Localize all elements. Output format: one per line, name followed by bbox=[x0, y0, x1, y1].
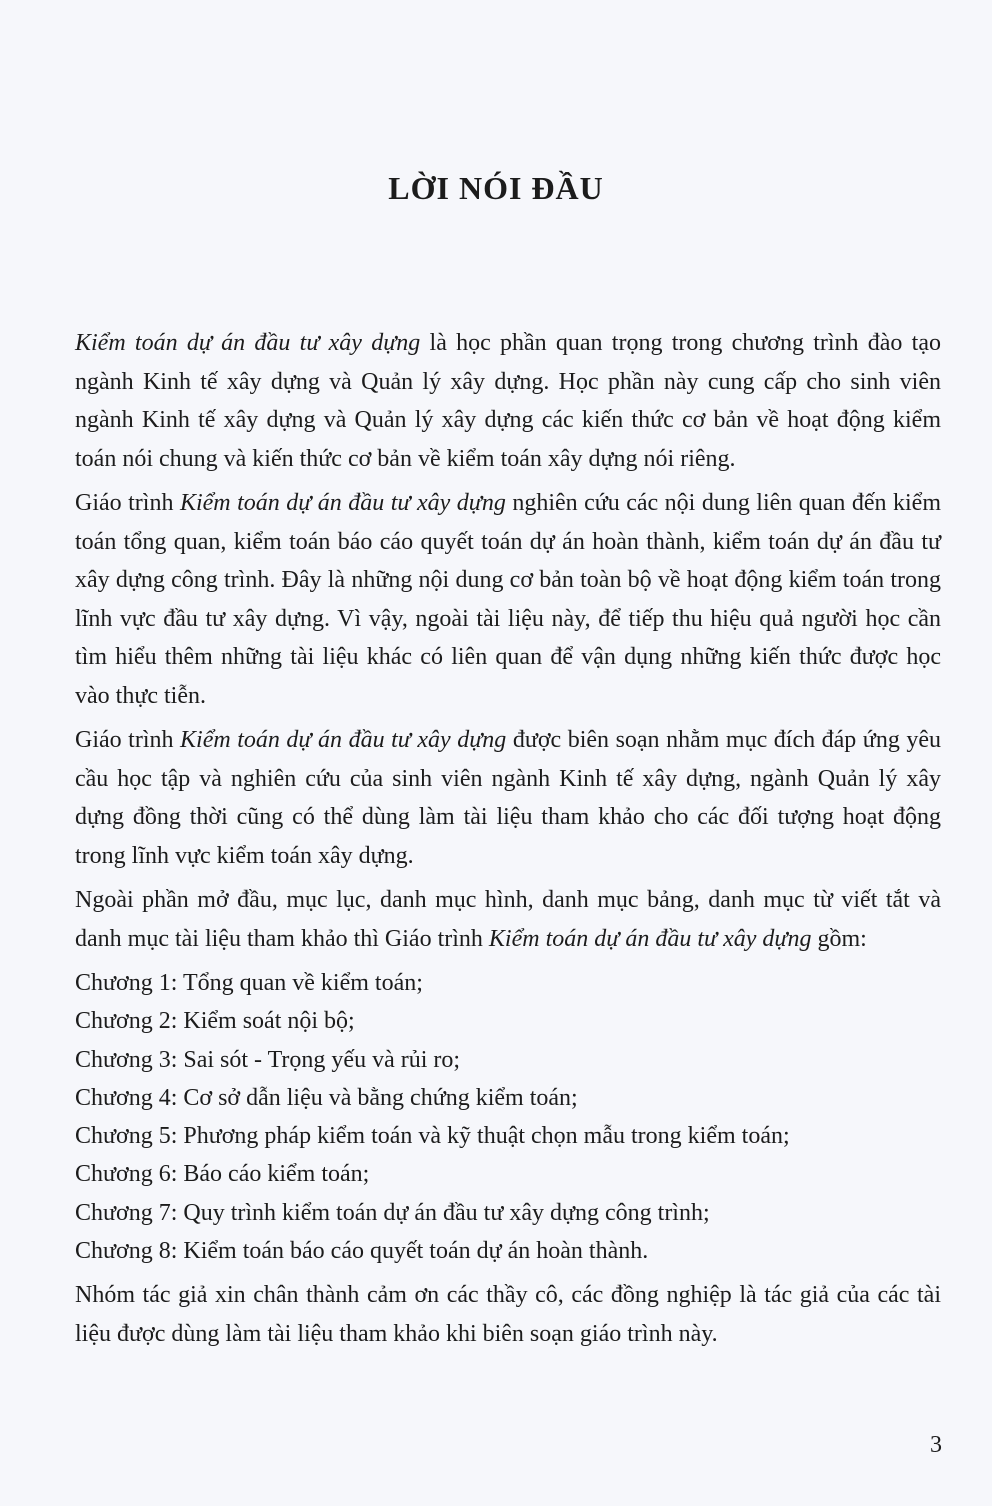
chapter-item: Chương 1: Tổng quan về kiểm toán; bbox=[75, 970, 423, 996]
book-title-italic: Kiểm toán dự án đầu tư xây dựng bbox=[180, 727, 507, 753]
book-title-italic: Kiểm toán dự án đầu tư xây dựng bbox=[179, 490, 506, 516]
chapter-item: Chương 7: Quy trình kiểm toán dự án đầu tư xây dựng công trình; bbox=[75, 1199, 710, 1226]
chapter-item: Chương 3: Sai sót - Trọng yếu và rủi ro; bbox=[75, 1046, 461, 1073]
book-title-italic: Kiểm toán dự án đầu tư xây dựng bbox=[75, 330, 421, 356]
chapter-item: Chương 2: Kiểm soát nội bộ; bbox=[75, 1008, 355, 1035]
paragraph-1 bbox=[75, 324, 941, 478]
paragraph-text: Giáo trình bbox=[75, 490, 180, 516]
paragraph-text: Ngoài phần mở đầu, mục lục, danh mục hình, danh mục bảng, danh mục từ viết tắt và danh mục tài liệu tham khảo thì Giáo trình bbox=[75, 887, 941, 952]
chapter-list bbox=[75, 964, 941, 1270]
page-title: LỜI NÓI ĐẦU bbox=[388, 170, 604, 206]
paragraph-text: là học phần quan trọng trong chương trình đào tạo ngành Kinh tế xây dựng và Quản lý xây dựng. Học phần này cung cấp cho sinh viên ngành Kinh tế xây dựng và Quản lý xây dựng các kiến thức cơ bản về hoạt động kiểm toán nói chung và kiến thức cơ bản về kiểm toán xây dựng nói riêng. bbox=[75, 330, 942, 472]
book-title-italic: Kiểm toán dự án đầu tư xây dựng bbox=[488, 925, 812, 952]
closing-paragraph: Nhóm tác giả xin chân thành cảm ơn các thầy cô, các đồng nghiệp là tác giả của các tài liệu được dùng làm tài liệu tham khảo khi biên soạn giáo trình này. bbox=[75, 1282, 941, 1347]
paragraph-3 bbox=[75, 721, 941, 875]
paragraph-4 bbox=[75, 881, 941, 958]
chapter-item: Chương 6: Báo cáo kiểm toán; bbox=[75, 1161, 370, 1188]
paragraph-text: được biên soạn nhằm mục đích đáp ứng yêu cầu học tập và nghiên cứu của sinh viên ngành Kinh tế xây dựng, ngành Quản lý xây dựng đồng thời cũng có thể dùng làm tài liệu tham khảo cho các đối tượng hoạt động trong lĩnh vực kiểm toán xây dựng. bbox=[75, 727, 942, 869]
paragraph-text: nghiên cứu các nội dung liên quan đến kiểm toán tổng quan, kiểm toán báo cáo quyết toán dự án hoàn thành, kiểm toán dự án đầu tư xây dựng công trình. Đây là những nội dung cơ bản toàn bộ về hoạt động kiểm toán trong lĩnh vực đầu tư xây dựng. Vì vậy, ngoài tài liệu này, để tiếp thu hiệu quả người học cần tìm hiểu thêm những tài liệu khác có liên quan để vận dụng những kiến thức được học vào thực tiễn. bbox=[75, 490, 942, 709]
paragraph-text: Giáo trình bbox=[75, 727, 181, 753]
page-number: 3 bbox=[930, 1432, 942, 1458]
paragraph-2 bbox=[75, 484, 941, 715]
paragraph-text: gồm: bbox=[811, 925, 867, 952]
body-text bbox=[75, 324, 941, 1359]
chapter-item: Chương 8: Kiểm toán báo cáo quyết toán dự án hoàn thành. bbox=[75, 1238, 649, 1265]
chapter-item: Chương 4: Cơ sở dẫn liệu và bằng chứng kiểm toán; bbox=[75, 1084, 578, 1111]
chapter-item: Chương 5: Phương pháp kiểm toán và kỹ thuật chọn mẫu trong kiểm toán; bbox=[75, 1123, 790, 1150]
